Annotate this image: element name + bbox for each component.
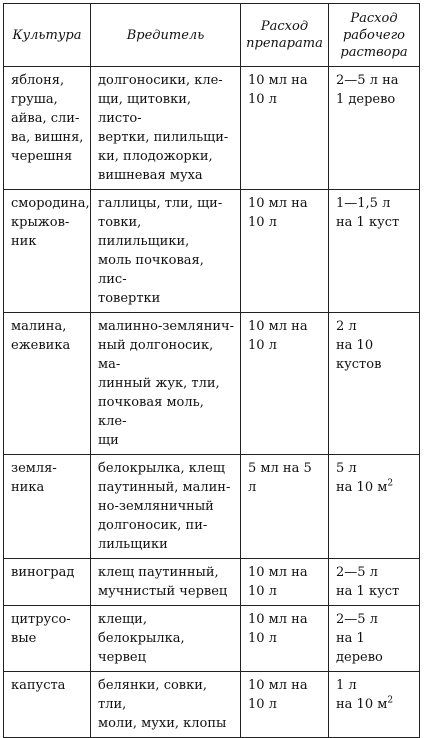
dose-cell: 10 мл на 10 л [241, 67, 329, 190]
table-row [4, 455, 420, 559]
solution-text: 5 л на 10 м [336, 461, 388, 495]
culture-cell: капуста [4, 672, 91, 738]
culture-cell: малина, ежевика [4, 313, 91, 455]
header-solution: Расход рабочего раствора [329, 4, 420, 67]
solution-cell: 2—5 л на 1 дерево [329, 67, 420, 190]
table-row [4, 67, 420, 190]
dose-cell: 10 мл на 10 л [241, 559, 329, 606]
table-row [4, 672, 420, 738]
dose-cell: 10 мл на 10 л [241, 606, 329, 672]
dose-cell: 10 мл на 10 л [241, 190, 329, 313]
culture-cell: яблоня, груша, айва, сли- ва, вишня, черешня [4, 67, 91, 190]
solution-cell: 2 л на 10 кустов [329, 313, 420, 455]
header-row [4, 4, 420, 67]
pest-cell: галлицы, тли, щи- товки, пилильщики, моль почковая, лис- товертки [91, 190, 241, 313]
solution-cell: 2—5 л на 1 дерево [329, 606, 420, 672]
solution-cell: 2—5 л на 1 куст [329, 559, 420, 606]
solution-cell [329, 455, 420, 559]
table-row [4, 559, 420, 606]
pest-cell: малинно-землянич- ный долгоносик, ма- линный жук, тли, почковая моль, кле- щи [91, 313, 241, 455]
header-culture: Культура [4, 4, 91, 67]
solution-cell [329, 672, 420, 738]
solution-cell: 1—1,5 л на 1 куст [329, 190, 420, 313]
culture-cell: цитрусо- вые [4, 606, 91, 672]
table-row [4, 606, 420, 672]
pesticide-table [3, 3, 420, 738]
header-pest: Вредитель [91, 4, 241, 67]
solution-superscript: 2 [387, 478, 394, 489]
dose-cell: 5 мл на 5 л [241, 455, 329, 559]
pest-cell: долгоносики, кле- щи, щитовки, листо- вертки, пилильщи- ки, плодожорки, вишневая муха [91, 67, 241, 190]
pest-cell: белокрылка, клещ паутинный, малин- но-земляничный долгоносик, пи- лильщики [91, 455, 241, 559]
culture-cell: земля- ника [4, 455, 91, 559]
culture-cell: смородина, крыжов- ник [4, 190, 91, 313]
table-row [4, 190, 420, 313]
solution-text: 1 л на 10 м [336, 678, 388, 712]
table-row [4, 313, 420, 455]
pest-cell: клещи, белокрылка, червец [91, 606, 241, 672]
dose-cell: 10 мл на 10 л [241, 313, 329, 455]
header-dose: Расход препарата [241, 4, 329, 67]
pest-cell: клещ паутинный, мучнистый червец [91, 559, 241, 606]
pest-cell: белянки, совки, тли, моли, мухи, клопы [91, 672, 241, 738]
culture-cell: виноград [4, 559, 91, 606]
solution-superscript: 2 [387, 695, 394, 706]
dose-cell: 10 мл на 10 л [241, 672, 329, 738]
